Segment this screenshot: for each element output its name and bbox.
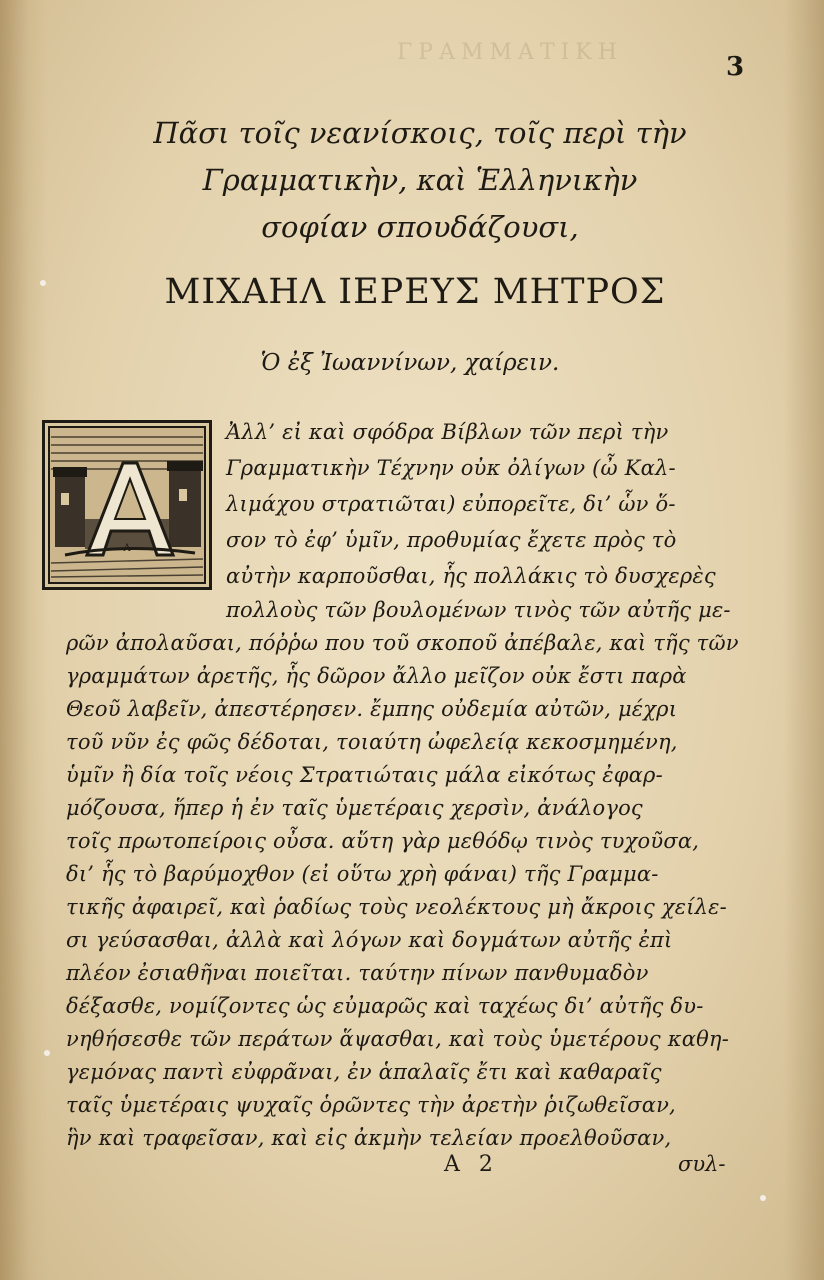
text-line: τικῆς ἀφαιρεῖ, καὶ ῥαδίως τοὺς νεολέκτους μὴ ἄκροις χείλε-	[66, 895, 727, 919]
decorated-initial-woodcut	[42, 420, 212, 590]
text-line: ρῶν ἀπολαῦσαι, πόῤῥω που τοῦ σκοποῦ ἀπέβαλε, καὶ τῆς τῶν	[66, 631, 739, 655]
text-line: νηθήσεσθε τῶν περάτων ἅψασθαι, καὶ τοὺς ὑμετέρους καθη-	[66, 1027, 729, 1051]
text-line: γεμόνας παντὶ εὐφρᾶναι, ἐν ἁπαλαῖς ἔτι καὶ καθαραῖς	[66, 1060, 662, 1084]
initial-letter: A	[123, 543, 131, 554]
catchword: συλ-	[678, 1152, 726, 1176]
dedication-line: Γραμματικὴν, καὶ Ἑλληνικὴν	[202, 163, 638, 197]
text-line: τοῦ νῦν ἐς φῶς δέδοται, τοιαύτη ὠφελείᾳ κεκοσμημένη,	[66, 730, 678, 754]
text-line: μόζουσα, ἥπερ ἡ ἐν ταῖς ὑμετέραις χερσὶν, ἀνάλογος	[66, 796, 643, 820]
page-number: 3	[726, 52, 745, 82]
text-line: ταῖς ὑμετέραις ψυχαῖς ὁρῶντες τὴν ἀρετὴν ῥιζωθεῖσαν,	[66, 1093, 676, 1117]
dedication-heading	[60, 110, 780, 251]
page-edge-shadow	[784, 0, 824, 1280]
author-name: ΜΙΧΑΗΛ ΙΕΡΕΥΣ ΜΗΤΡΟΣ	[164, 272, 666, 312]
dedication-line: σοφίαν σπουδάζουσι,	[261, 210, 579, 244]
text-line: σον τὸ ἐφ’ ὑμῖν, προθυμίας ἔχετε πρὸς τὸ	[226, 528, 677, 552]
text-line: λιμάχου στρατιῶται) εὐπορεῖτε, δι’ ὧν ὅ-	[226, 492, 676, 516]
dedication-line: Πᾶσι τοῖς νεανίσκοις, τοῖς περὶ τὴν	[153, 116, 687, 150]
text-line: πλέον ἐσιαθῆναι ποιεῖται. ταύτην πίνων πανθυμαδὸν	[66, 961, 649, 985]
page-gutter-shadow	[0, 0, 48, 1280]
greeting: Ὁ ἐξ Ἰωαννίνων, χαίρειν.	[260, 350, 560, 376]
text-line: Γραμματικὴν Τέχνην οὐκ ὀλίγων (ὦ Καλ-	[226, 456, 676, 480]
text-line: ἣν καὶ τραφεῖσαν, καὶ εἰς ἀκμὴν τελείαν προελθοῦσαν,	[66, 1126, 672, 1150]
paper-speck	[44, 1050, 50, 1056]
text-line: δέξασθε, νομίζοντες ὡς εὐμαρῶς καὶ ταχέως δι’ αὐτῆς δυ-	[66, 994, 704, 1018]
text-line: τοῖς πρωτοπείροις οὖσα. αὕτη γὰρ μεθόδῳ τινὸς τυχοῦσα,	[66, 829, 700, 853]
text-line: Ἀλλ’ εἰ καὶ σφόδρα Βίβλων τῶν περὶ τὴν	[226, 420, 669, 444]
text-line: γραμμάτων ἀρετῆς, ἧς δῶρον ἄλλο μεῖζον οὐκ ἔστι παρὰ	[66, 664, 687, 688]
woodcut-illustration-icon	[45, 423, 209, 587]
text-line: Θεοῦ λαβεῖν, ἀπεστέρησεν. ἔμπης οὐδεμία αὐτῶν, μέχρι	[66, 697, 678, 721]
paper-speck	[760, 1195, 766, 1201]
bleed-through-text: ΓΡΑΜΜΑΤΙΚΗ	[397, 40, 623, 65]
signature-mark: A 2	[444, 1152, 499, 1177]
text-line: αὐτὴν καρποῦσθαι, ἧς πολλάκις τὸ δυσχερὲς	[226, 564, 716, 588]
text-line: σι γεύσασθαι, ἀλλὰ καὶ λόγων καὶ δογμάτων αὐτῆς ἐπὶ	[66, 928, 673, 952]
text-line: ὑμῖν ἢ δία τοῖς νέοις Στρατιώταις μάλα εἰκότως ἐφαρ-	[66, 763, 663, 787]
paper-speck	[40, 280, 46, 286]
text-line: πολλοὺς τῶν βουλομένων τινὸς τῶν αὐτῆς με-	[226, 598, 731, 622]
text-line: δι’ ἧς τὸ βαρύμοχθον (εἰ οὕτω χρὴ φάναι) τῆς Γραμμα-	[66, 862, 659, 886]
